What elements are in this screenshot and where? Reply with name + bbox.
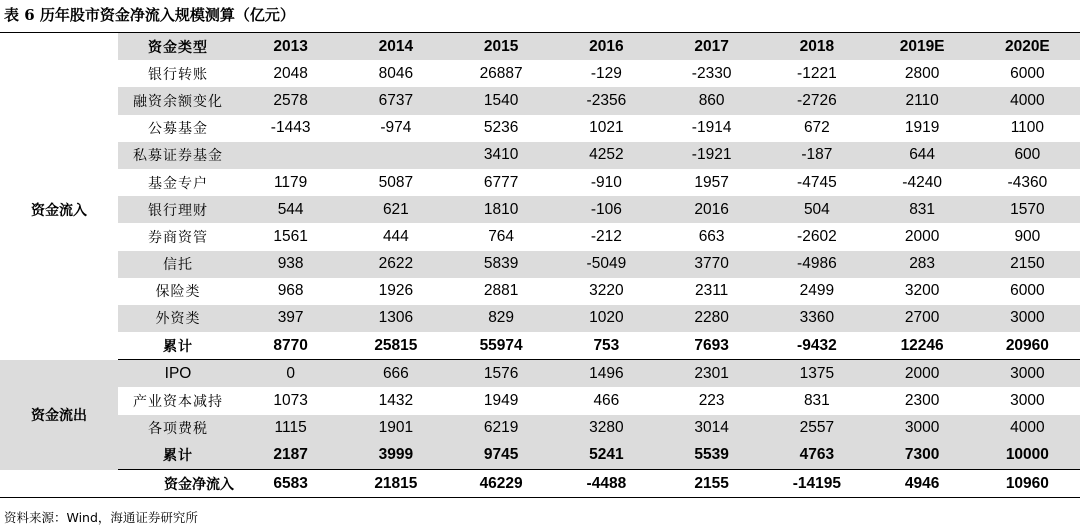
- outflow-row-label: 产业资本减持: [133, 394, 223, 411]
- outflow-group-label: 资金流出: [0, 360, 118, 470]
- fund-flow-table: [0, 32, 1080, 498]
- inflow-row-label: 公募基金: [148, 121, 208, 138]
- inflow-row-value-2018: -187: [764, 142, 869, 169]
- inflow-row: [0, 142, 1080, 169]
- outflow-row-value-2019E: 3000: [870, 415, 975, 442]
- inflow-row-value-2014: 6737: [343, 87, 448, 114]
- inflow-row: [0, 60, 1080, 87]
- outflow-total-value-2014: 3999: [343, 442, 448, 470]
- inflow-row-value-2013: 2578: [238, 87, 343, 114]
- inflow-total-value-2018: -9432: [764, 332, 869, 360]
- outflow-row: [0, 360, 1080, 388]
- inflow-row-value-2015: 5236: [483, 119, 519, 137]
- inflow-row-value-2017: -1921: [659, 142, 764, 169]
- inflow-row-value-2015: 5839: [449, 251, 554, 278]
- inflow-row-value-2015: 764: [488, 227, 515, 245]
- inflow-row: [0, 115, 1080, 142]
- inflow-row-value-2018: 672: [803, 119, 830, 137]
- inflow-row-value-2019E: 3200: [904, 282, 940, 300]
- inflow-row-value-2013: 397: [238, 305, 343, 332]
- inflow-row-value-2020E: 600: [975, 142, 1080, 169]
- outflow-total-value-2019E: 7300: [870, 442, 975, 470]
- flow-table-wrapper: [0, 32, 1080, 498]
- outflow-total-label: 累计: [118, 442, 238, 470]
- inflow-row-value-2018: 3360: [764, 305, 869, 332]
- table-body: [0, 33, 1080, 498]
- inflow-row: [0, 169, 1080, 196]
- inflow-row-value-2017: 663: [698, 227, 725, 245]
- outflow-row-value-2017: 223: [698, 392, 725, 410]
- inflow-row: [0, 278, 1080, 305]
- outflow-row-value-2018: 2557: [764, 415, 869, 442]
- outflow-total-value-2018: 4763: [764, 442, 869, 470]
- inflow-total-value-2017: 7693: [659, 332, 764, 360]
- inflow-row-label: 基金专户: [148, 175, 208, 192]
- header-year-2015: 2015: [449, 33, 554, 61]
- net-inflow-value-2019E: 4946: [870, 470, 975, 498]
- inflow-row-value-2016: 3220: [589, 282, 624, 300]
- inflow-row-value-2013: 1561: [273, 227, 308, 245]
- inflow-row-value-2016: -5049: [554, 251, 659, 278]
- inflow-total-row: [0, 332, 1080, 360]
- header-year-2018: 2018: [764, 33, 869, 61]
- outflow-row-value-2020E: 3000: [975, 360, 1080, 388]
- net-inflow-value-2017: 2155: [659, 470, 764, 498]
- outflow-total-value-2016: 5241: [554, 442, 659, 470]
- inflow-row-value-2017: 3770: [659, 251, 764, 278]
- inflow-row-value-2017: -1914: [691, 119, 732, 137]
- outflow-row-value-2015: 6219: [449, 415, 554, 442]
- inflow-row-label: 银行理财: [118, 196, 238, 223]
- inflow-row-value-2019E: 2000: [904, 227, 940, 245]
- outflow-row-value-2018: 831: [803, 392, 830, 410]
- inflow-row-value-2013: 1179: [273, 173, 308, 191]
- inflow-row-value-2015: 3410: [449, 142, 554, 169]
- inflow-row-value-2014: 8046: [378, 64, 414, 82]
- net-inflow-value-2013: 6583: [238, 470, 343, 498]
- inflow-row-value-2019E: 2800: [904, 64, 940, 82]
- inflow-row-value-2016: 4252: [554, 142, 659, 169]
- inflow-row-value-2014: 1306: [343, 305, 448, 332]
- inflow-row-value-2018: 504: [764, 196, 869, 223]
- inflow-row-value-2014: 444: [382, 227, 409, 245]
- inflow-total-value-2015: 55974: [449, 332, 554, 360]
- inflow-row-value-2015: 1540: [449, 87, 554, 114]
- inflow-total-value-2014: 25815: [343, 332, 448, 360]
- outflow-row-value-2018: 1375: [764, 360, 869, 388]
- inflow-row-value-2018: 2499: [799, 282, 835, 300]
- inflow-row-value-2019E: -4240: [902, 173, 942, 191]
- outflow-row-value-2019E: 2000: [870, 360, 975, 388]
- inflow-row-value-2020E: 2150: [975, 251, 1080, 278]
- outflow-row-value-2014: 1432: [378, 392, 414, 410]
- inflow-row-value-2018: -2726: [764, 87, 869, 114]
- net-inflow-value-2018: -14195: [764, 470, 869, 498]
- outflow-row-value-2020E: 4000: [975, 415, 1080, 442]
- inflow-row-value-2018: -2602: [797, 227, 837, 245]
- inflow-total-label: 累计: [118, 332, 238, 360]
- inflow-row-value-2014: 2622: [343, 251, 448, 278]
- inflow-row-value-2016: -2356: [554, 87, 659, 114]
- inflow-row-value-2016: -910: [590, 173, 622, 191]
- outflow-row-value-2015: 1576: [449, 360, 554, 388]
- inflow-row: [0, 87, 1080, 114]
- net-inflow-value-2014: 21815: [343, 470, 448, 498]
- inflow-row: [0, 223, 1080, 250]
- outflow-row-value-2019E: 2300: [904, 392, 940, 410]
- inflow-row-value-2017: 2016: [659, 196, 764, 223]
- inflow-total-value-2013: 8770: [238, 332, 343, 360]
- header-category-label: 资金类型: [118, 33, 238, 61]
- inflow-total-value-2019E: 12246: [870, 332, 975, 360]
- inflow-row-value-2015: 6777: [483, 173, 519, 191]
- net-inflow-value-2020E: 10960: [975, 470, 1080, 498]
- inflow-row-value-2019E: 831: [870, 196, 975, 223]
- inflow-row-value-2013: 938: [238, 251, 343, 278]
- inflow-row-value-2016: -106: [554, 196, 659, 223]
- inflow-row-value-2016: 1021: [589, 119, 624, 137]
- inflow-row-value-2013: -1443: [270, 119, 311, 137]
- inflow-row-value-2014: 1926: [378, 282, 414, 300]
- inflow-row-label: 融资余额变化: [118, 87, 238, 114]
- inflow-row-value-2018: -1221: [797, 64, 837, 82]
- outflow-total-value-2015: 9745: [449, 442, 554, 470]
- inflow-row-value-2020E: 1100: [1010, 119, 1045, 137]
- inflow-row-value-2020E: 1570: [975, 196, 1080, 223]
- inflow-row-value-2016: 1020: [554, 305, 659, 332]
- inflow-row-value-2019E: 1919: [904, 119, 940, 137]
- inflow-row-value-2015: 26887: [479, 64, 523, 82]
- inflow-row-value-2013: 544: [238, 196, 343, 223]
- header-year-2016: 2016: [554, 33, 659, 61]
- inflow-row-value-2014: [343, 142, 448, 169]
- header-year-2020E: 2020E: [975, 33, 1080, 61]
- outflow-row-label: 各项费税: [118, 415, 238, 442]
- inflow-row-value-2020E: 900: [1014, 227, 1041, 245]
- inflow-row-value-2016: -212: [590, 227, 622, 245]
- outflow-row-value-2016: 466: [593, 392, 620, 410]
- inflow-row-label: 券商资管: [148, 229, 208, 246]
- net-inflow-value-2015: 46229: [449, 470, 554, 498]
- outflow-row-value-2013: 0: [238, 360, 343, 388]
- inflow-row-label: 外资类: [118, 305, 238, 332]
- inflow-total-value-2016: 753: [554, 332, 659, 360]
- outflow-row-value-2013: 1073: [273, 392, 308, 410]
- inflow-row-value-2013: 2048: [273, 64, 308, 82]
- inflow-row-value-2017: 2311: [694, 282, 729, 300]
- inflow-row-value-2018: -4745: [797, 173, 837, 191]
- inflow-group-label: 资金流入: [0, 60, 118, 360]
- source-note: 资料来源：Wind，海通证券研究所: [4, 510, 198, 525]
- inflow-row-value-2017: -2330: [691, 64, 732, 82]
- inflow-row-label: 信托: [118, 251, 238, 278]
- inflow-row-value-2017: 2280: [659, 305, 764, 332]
- inflow-row-value-2019E: 2110: [870, 87, 975, 114]
- outflow-row-value-2013: 1115: [238, 415, 343, 442]
- inflow-row-value-2020E: 6000: [1010, 282, 1045, 300]
- inflow-row-label: 保险类: [155, 284, 201, 301]
- inflow-row-value-2013: [238, 142, 343, 169]
- inflow-row-value-2015: 1810: [449, 196, 554, 223]
- inflow-row-value-2020E: 6000: [1010, 64, 1045, 82]
- outflow-total-value-2020E: 10000: [975, 442, 1080, 470]
- inflow-row-value-2014: 5087: [378, 173, 414, 191]
- outflow-row-value-2014: 666: [343, 360, 448, 388]
- inflow-row-value-2013: 968: [277, 282, 304, 300]
- inflow-row-value-2019E: 644: [870, 142, 975, 169]
- inflow-row-value-2017: 860: [659, 87, 764, 114]
- outflow-row-value-2016: 1496: [554, 360, 659, 388]
- outflow-row-label: IPO: [118, 360, 238, 388]
- header-year-2014: 2014: [343, 33, 448, 61]
- inflow-row-value-2015: 2881: [483, 282, 519, 300]
- outflow-row-value-2020E: 3000: [1010, 392, 1045, 410]
- header-row: [0, 33, 1080, 61]
- inflow-row-value-2019E: 2700: [870, 305, 975, 332]
- outflow-row: [0, 387, 1080, 414]
- net-inflow-label: 资金净流入: [0, 470, 238, 498]
- net-inflow-value-2016: -4488: [554, 470, 659, 498]
- outflow-total-row: [0, 442, 1080, 470]
- outflow-row: [0, 415, 1080, 442]
- inflow-row-label: 银行转账: [148, 66, 208, 83]
- inflow-row: [0, 196, 1080, 223]
- header-year-2017: 2017: [659, 33, 764, 61]
- inflow-row-value-2020E: 3000: [975, 305, 1080, 332]
- outflow-row-value-2017: 2301: [659, 360, 764, 388]
- header-year-2019E: 2019E: [870, 33, 975, 61]
- inflow-row-value-2014: 621: [343, 196, 448, 223]
- inflow-row-value-2019E: 283: [870, 251, 975, 278]
- header-group-blank: [0, 33, 118, 61]
- outflow-row-value-2014: 1901: [343, 415, 448, 442]
- outflow-row-value-2015: 1949: [483, 392, 519, 410]
- net-inflow-row: [0, 470, 1080, 498]
- inflow-row: [0, 251, 1080, 278]
- outflow-row-value-2017: 3014: [659, 415, 764, 442]
- table-title: 表 6 历年股市资金净流入规模测算（亿元）: [4, 6, 295, 24]
- outflow-row-value-2016: 3280: [554, 415, 659, 442]
- inflow-row-value-2018: -4986: [764, 251, 869, 278]
- inflow-row-value-2020E: -4360: [1007, 173, 1048, 191]
- inflow-row-value-2016: -129: [590, 64, 622, 82]
- inflow-row-value-2020E: 4000: [975, 87, 1080, 114]
- outflow-total-value-2017: 5539: [659, 442, 764, 470]
- inflow-row-value-2014: -974: [380, 119, 412, 137]
- outflow-total-value-2013: 2187: [238, 442, 343, 470]
- inflow-row-value-2015: 829: [449, 305, 554, 332]
- header-year-2013: 2013: [238, 33, 343, 61]
- inflow-row: [0, 305, 1080, 332]
- inflow-row-value-2017: 1957: [694, 173, 729, 191]
- inflow-total-value-2020E: 20960: [975, 332, 1080, 360]
- inflow-row-label: 私募证券基金: [118, 142, 238, 169]
